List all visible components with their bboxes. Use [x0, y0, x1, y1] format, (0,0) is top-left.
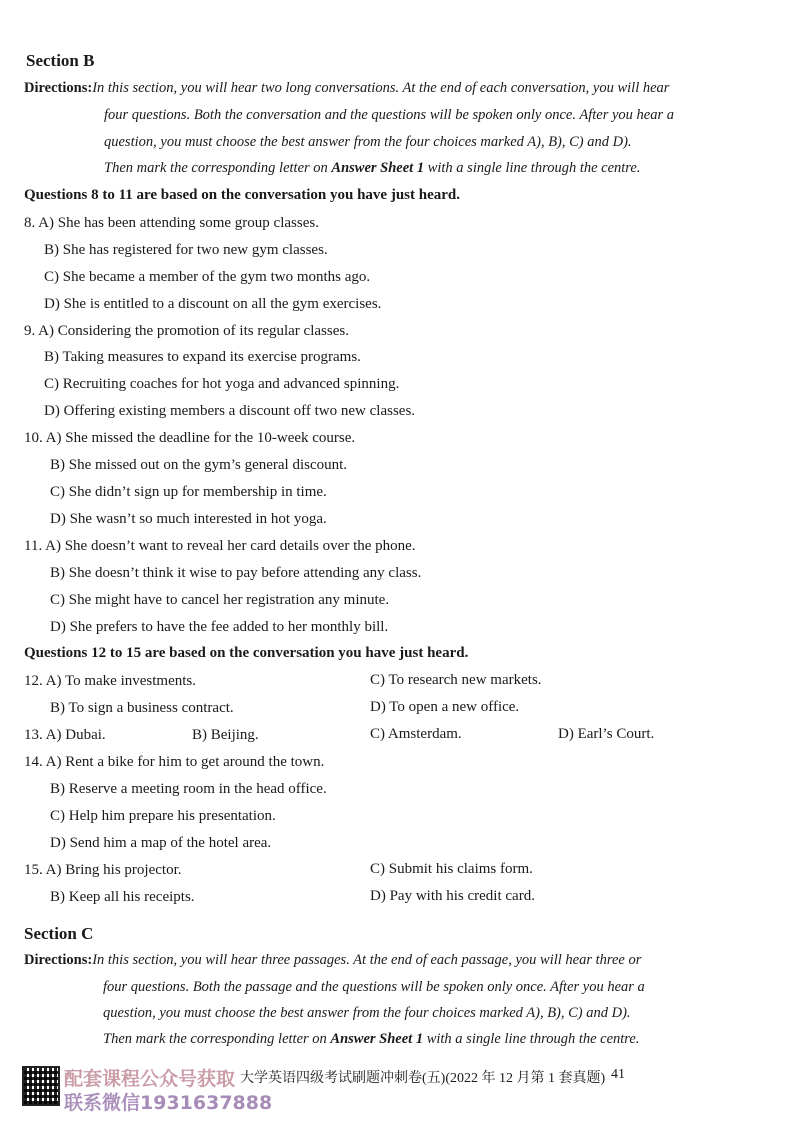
section-c-directions-line-1 [24, 952, 641, 969]
directions-label: Directions: [24, 80, 93, 96]
q13-option-b: B) Beijing. [192, 727, 259, 743]
directions-text: Then mark the corresponding letter on [104, 160, 332, 176]
q15-option-d: D) Pay with his credit card. [370, 888, 535, 904]
answer-sheet-ref: Answer Sheet 1 [330, 1031, 424, 1047]
q10-option-a: 10. A) She missed the deadline for the 10-week course. [24, 430, 356, 446]
q13-option-c: C) Amsterdam. [370, 726, 462, 742]
q9-option-b: B) Taking measures to expand its exercise programs. [44, 349, 361, 365]
directions-text: In this section, you will hear two long conversations. At the end of each conversation, you will hear [92, 80, 670, 96]
q14-option-d: D) Send him a map of the hotel area. [50, 835, 272, 851]
q11-option-c: C) She might have to cancel her registration any minute. [50, 592, 390, 608]
q8-option-a: 8. A) She has been attending some group classes. [24, 215, 319, 231]
q12-option-b: B) To sign a business contract. [50, 700, 234, 716]
watermark-line-1: 配套课程公众号获取 [64, 1068, 236, 1090]
q11-option-a: 11. A) She doesn’t want to reveal her card details over the phone. [24, 538, 416, 554]
section-c-directions-line-3: question, you must choose the best answer from the four choices marked A), B), C) and D). [103, 1005, 631, 1021]
directions-label: Directions: [24, 952, 93, 968]
directions-text: In this section, you will hear three passages. At the end of each passage, you will hear three or [92, 952, 642, 968]
page-number: 41 [611, 1067, 625, 1082]
directions-text: with a single line through the centre. [424, 160, 641, 176]
section-b-directions-line-4 [104, 160, 640, 177]
q8-option-d: D) She is entitled to a discount on all the gym exercises. [44, 296, 382, 312]
directions-text: with a single line through the centre. [423, 1031, 640, 1047]
answer-sheet-ref: Answer Sheet 1 [331, 160, 425, 176]
q9-option-d: D) Offering existing members a discount off two new classes. [44, 403, 416, 419]
section-c-directions-line-2: four questions. Both the passage and the questions will be spoken only once. After you hear a [103, 979, 645, 995]
question-group-heading: Questions 12 to 15 are based on the conversation you have just heard. [24, 645, 469, 661]
q11-option-d: D) She prefers to have the fee added to her monthly bill. [50, 619, 389, 635]
section-c-title: Section C [24, 924, 94, 943]
q14-option-b: B) Reserve a meeting room in the head office. [50, 781, 327, 797]
question-group-heading: Questions 8 to 11 are based on the conversation you have just heard. [24, 187, 460, 203]
q14-option-a: 14. A) Rent a bike for him to get around the town. [24, 754, 325, 770]
section-b-title: Section B [26, 51, 95, 70]
q15-option-b: B) Keep all his receipts. [50, 889, 195, 905]
q13-option-a: 13. A) Dubai. [24, 727, 106, 743]
footer-title: 大学英语四级考试刷题冲刺卷(五)(2022 年 12 月第 1 套真题) [240, 1071, 606, 1086]
section-b-directions-line-3: question, you must choose the best answer from the four choices marked A), B), C) and D). [104, 134, 632, 150]
directions-text: Then mark the corresponding letter on [103, 1031, 331, 1047]
q8-option-c: C) She became a member of the gym two months ago. [44, 269, 371, 285]
q10-option-c: C) She didn’t sign up for membership in time. [50, 484, 327, 500]
section-b-directions-line-1 [24, 80, 669, 97]
q10-option-b: B) She missed out on the gym’s general discount. [50, 457, 348, 473]
q11-option-b: B) She doesn’t think it wise to pay before attending any class. [50, 565, 422, 581]
q12-option-c: C) To research new markets. [370, 672, 542, 688]
q8-option-b: B) She has registered for two new gym classes. [44, 242, 328, 258]
q15-option-a: 15. A) Bring his projector. [24, 862, 182, 878]
q13-option-d: D) Earl’s Court. [558, 726, 655, 742]
q14-option-c: C) Help him prepare his presentation. [50, 808, 276, 824]
q9-option-c: C) Recruiting coaches for hot yoga and advanced spinning. [44, 376, 400, 392]
q9-option-a: 9. A) Considering the promotion of its regular classes. [24, 323, 349, 339]
qr-code [22, 1066, 60, 1106]
q12-option-d: D) To open a new office. [370, 699, 520, 715]
watermark-line-2: 联系微信1931637888 [64, 1092, 273, 1114]
q15-option-c: C) Submit his claims form. [370, 861, 533, 877]
section-b-directions-line-2: four questions. Both the conversation and the questions will be spoken only once. After you hear a [104, 107, 674, 123]
section-c-directions-line-4 [103, 1031, 639, 1048]
q12-option-a: 12. A) To make investments. [24, 673, 196, 689]
q10-option-d: D) She wasn’t so much interested in hot yoga. [50, 511, 327, 527]
